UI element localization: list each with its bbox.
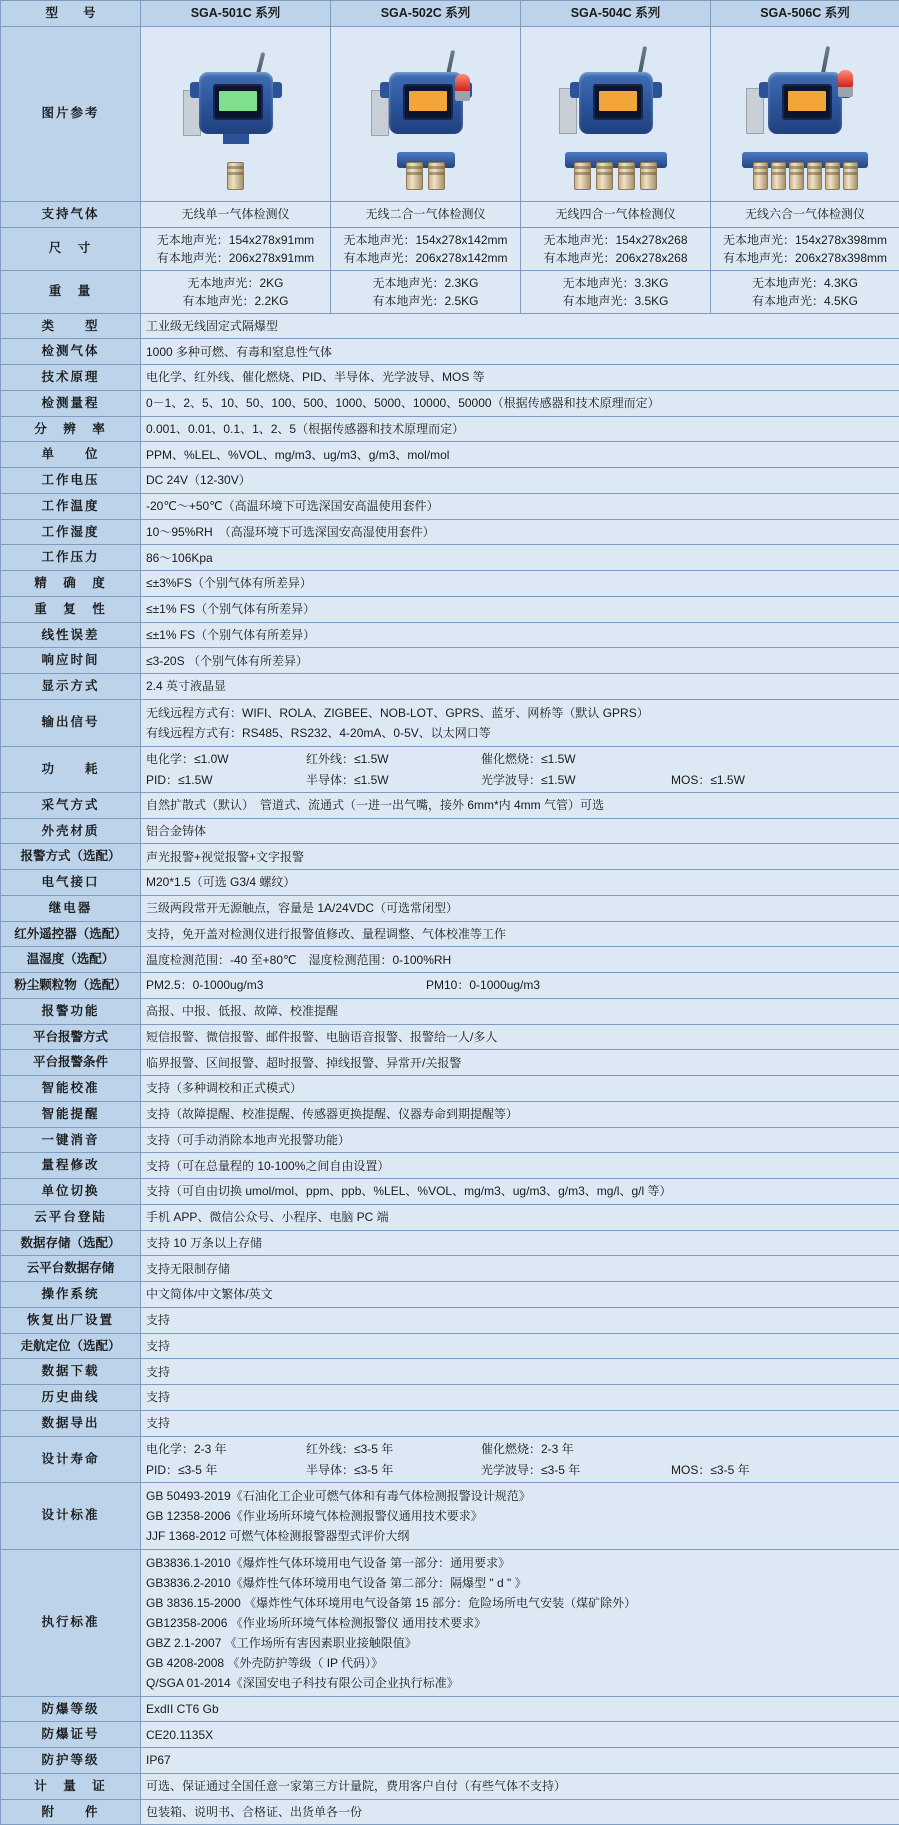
table-row-shell (1, 818, 899, 844)
row-label-resolution: 分 辨 率 (1, 416, 141, 442)
table-row-metrology (1, 1773, 899, 1799)
value-display: 2.4 英寸液晶显 (141, 674, 899, 700)
table-row-pressure (1, 545, 899, 571)
row-label-history: 历史曲线 (1, 1385, 141, 1411)
row-label-platform-cond: 平台报警条件 (1, 1050, 141, 1076)
design-std-line-1: GB 50493-2019《石油化工企业可燃气体和有毒气体检测报警设计规范》 (146, 1486, 894, 1506)
gas-support-4: 无线六合一气体检测仪 (711, 201, 899, 227)
gas-support-2: 无线二合一气体检测仪 (331, 201, 521, 227)
table-row-weight (1, 270, 899, 313)
row-label-lifetime: 设计寿命 (1, 1436, 141, 1482)
value-export: 支持 (141, 1410, 899, 1436)
value-range: 0－1、2、5、10、50、100、500、1000、5000、10000、50000（根据传感器和技术原理而定） (141, 390, 899, 416)
power-r2c4: MOS：≤1.5W (671, 771, 894, 789)
exec-std-line-6: GB 4208-2008 《外壳防护等级（ IP 代码）》 (146, 1653, 894, 1673)
table-row-exec-std (1, 1549, 899, 1696)
design-std-line-3: JJF 1368-2012 可燃气体检测报警器型式评价大纲 (146, 1526, 894, 1546)
table-row-voltage (1, 468, 899, 494)
value-principle: 电化学、红外线、催化燃烧、PID、半导体、光学波导、MOS 等 (141, 365, 899, 391)
row-label-shell: 外壳材质 (1, 818, 141, 844)
value-range-modify: 支持（可在总量程的 10-100%之间自由设置） (141, 1153, 899, 1179)
model-header-3: SGA-504C 系列 (521, 1, 711, 27)
value-platform-cond: 临界报警、区间报警、超时报警、掉线报警、异常开/关报警 (141, 1050, 899, 1076)
lifetime-r1c3: 催化燃烧：2-3 年 (481, 1440, 671, 1458)
table-row-mute (1, 1127, 899, 1153)
row-label-ip-grade: 防护等级 (1, 1748, 141, 1774)
value-ex-cert: CE20.1135X (141, 1722, 899, 1748)
row-label-repeatability: 重 复 性 (1, 596, 141, 622)
value-relay: 三级两段常开无源触点，容量是 1A/24VDC（可选常闭型） (141, 895, 899, 921)
value-metrology: 可选、保证通过全国任意一家第三方计量院，费用客户自付（有些气体不支持） (141, 1773, 899, 1799)
table-row-data-store (1, 1230, 899, 1256)
table-row-sampling (1, 792, 899, 818)
table-row-humidity (1, 519, 899, 545)
value-ex-grade: ExdII CT6 Gb (141, 1696, 899, 1722)
row-label-data-store: 数据存储（选配） (1, 1230, 141, 1256)
weight-2-line2: 有本地声光：2.5KG (336, 292, 515, 310)
size-4 (711, 227, 899, 270)
table-row-platform-alarm (1, 1024, 899, 1050)
table-row-os (1, 1282, 899, 1308)
power-r1c1: 电化学：≤1.0W (146, 750, 306, 768)
row-label-accessories: 附 件 (1, 1799, 141, 1825)
row-label-range-modify: 量程修改 (1, 1153, 141, 1179)
value-factory-reset: 支持 (141, 1307, 899, 1333)
row-label-pressure: 工作压力 (1, 545, 141, 571)
value-sampling: 自然扩散式（默认） 管道式、流通式（一进一出气嘴，接外 6mm*内 4mm 气管）可选 (141, 792, 899, 818)
dust-pm10: PM10：0-1000ug/m3 (426, 976, 894, 994)
size-3-line1: 无本地声光：154x278x268 (526, 231, 705, 249)
row-label-relay: 继电器 (1, 895, 141, 921)
model-header-2: SGA-502C 系列 (331, 1, 521, 27)
value-accuracy: ≤±3%FS（个别气体有所差异） (141, 571, 899, 597)
weight-4-line1: 无本地声光：4.3KG (716, 274, 894, 292)
table-row-lifetime (1, 1436, 899, 1482)
table-row-export (1, 1410, 899, 1436)
value-temperature: -20℃～+50℃（高温环境下可选深国安高温使用套件） (141, 493, 899, 519)
device-image-cell-1 (141, 26, 331, 201)
value-unit: PPM、%LEL、%VOL、mg/m3、ug/m3、g/m3、mol/mol (141, 442, 899, 468)
value-remote: 支持，免开盖对检测仪进行报警值修改、量程调整、气体校准等工作 (141, 921, 899, 947)
table-row-smart-cal (1, 1076, 899, 1102)
table-row-gas-support (1, 201, 899, 227)
lifetime-r2c1: PID：≤3-5 年 (146, 1461, 306, 1479)
power-r1c3: 催化燃烧：≤1.5W (481, 750, 671, 768)
weight-3-line2: 有本地声光：3.5KG (526, 292, 705, 310)
row-label-linear-error: 线性误差 (1, 622, 141, 648)
row-label-size: 尺 寸 (1, 227, 141, 270)
value-linear-error: ≤±1% FS（个别气体有所差异） (141, 622, 899, 648)
size-2-line1: 无本地声光：154x278x142mm (336, 231, 515, 249)
row-label-alarm-func: 报警功能 (1, 998, 141, 1024)
weight-1-line1: 无本地声光：2KG (146, 274, 325, 292)
row-label-display: 显示方式 (1, 674, 141, 700)
table-row-resolution (1, 416, 899, 442)
value-voltage: DC 24V（12-30V） (141, 468, 899, 494)
row-label-unit: 单 位 (1, 442, 141, 468)
row-label-ex-grade: 防爆等级 (1, 1696, 141, 1722)
table-row-platform-cond (1, 1050, 899, 1076)
value-power (141, 746, 899, 792)
gas-detector-quad-sensor-icon (541, 34, 691, 194)
value-repeatability: ≤±1% FS（个别气体有所差异） (141, 596, 899, 622)
row-label-exec-std: 执行标准 (1, 1549, 141, 1696)
weight-4-line2: 有本地声光：4.5KG (716, 292, 894, 310)
row-label-output: 输出信号 (1, 699, 141, 746)
row-label-alarm-mode: 报警方式（选配） (1, 844, 141, 870)
design-std-line-2: GB 12358-2006《作业场所环境气体检测报警仪通用技术要求》 (146, 1506, 894, 1526)
value-dust (141, 973, 899, 999)
size-4-line1: 无本地声光：154x278x398mm (716, 231, 894, 249)
row-label-voltage: 工作电压 (1, 468, 141, 494)
row-label-unit-switch: 单位切换 (1, 1179, 141, 1205)
table-row-size (1, 227, 899, 270)
lifetime-r2c3: 光学波导：≤3-5 年 (481, 1461, 671, 1479)
row-label-smart-remind: 智能提醒 (1, 1101, 141, 1127)
value-alarm-func: 高报、中报、低报、故障、校准提醒 (141, 998, 899, 1024)
value-lifetime (141, 1436, 899, 1482)
lifetime-r1c1: 电化学：2-3 年 (146, 1440, 306, 1458)
table-row-range-modify (1, 1153, 899, 1179)
exec-std-line-2: GB3836.2-2010《爆炸性气体环境用电气设备 第二部分：隔爆型 " d " 》 (146, 1573, 894, 1593)
value-electric-port: M20*1.5（可选 G3/4 螺纹） (141, 870, 899, 896)
table-row-cloud-login (1, 1204, 899, 1230)
table-row-unit-switch (1, 1179, 899, 1205)
gas-support-3: 无线四合一气体检测仪 (521, 201, 711, 227)
weight-2 (331, 270, 521, 313)
output-line-2: 有线远程方式有：RS485、RS232、4-20mA、0-5V、以太网口等 (146, 723, 894, 743)
table-row-temperature (1, 493, 899, 519)
row-label-temperature: 工作温度 (1, 493, 141, 519)
power-r2c3: 光学波导：≤1.5W (481, 771, 671, 789)
row-label-image: 图片参考 (1, 26, 141, 201)
exec-std-line-3: GB 3836.15-2000 《爆炸性气体环境用电气设备第 15 部分：危险场所电气安装（煤矿除外） (146, 1593, 894, 1613)
device-image-cell-3 (521, 26, 711, 201)
table-row-alarm-func (1, 998, 899, 1024)
row-label-gps: 走航定位（选配） (1, 1333, 141, 1359)
value-shell: 铝合金铸体 (141, 818, 899, 844)
weight-4 (711, 270, 899, 313)
row-label-humidity: 工作湿度 (1, 519, 141, 545)
model-header-4: SGA-506C 系列 (711, 1, 899, 27)
value-response: ≤3-20S （个别气体有所差异） (141, 648, 899, 674)
gas-detector-single-sensor-icon (161, 34, 311, 194)
row-label-mute: 一键消音 (1, 1127, 141, 1153)
table-row-model (1, 1, 899, 27)
row-label-gas-support: 支持气体 (1, 201, 141, 227)
device-image-cell-4 (711, 26, 899, 201)
value-os: 中文简体/中文繁体/英文 (141, 1282, 899, 1308)
row-label-sampling: 采气方式 (1, 792, 141, 818)
table-row-smart-remind (1, 1101, 899, 1127)
table-row-remote (1, 921, 899, 947)
table-row-alarm-mode (1, 844, 899, 870)
row-label-platform-alarm: 平台报警方式 (1, 1024, 141, 1050)
value-humidity: 10～95%RH （高湿环境下可选深国安高湿使用套件） (141, 519, 899, 545)
gas-detector-dual-sensor-icon (351, 34, 501, 194)
value-detect-gas: 1000 多种可燃、有毒和窒息性气体 (141, 339, 899, 365)
table-row-repeatability (1, 596, 899, 622)
size-2 (331, 227, 521, 270)
table-row-ex-cert (1, 1722, 899, 1748)
gas-detector-six-sensor-icon (730, 34, 880, 194)
table-row-display (1, 674, 899, 700)
table-row-linear-error (1, 622, 899, 648)
weight-2-line1: 无本地声光：2.3KG (336, 274, 515, 292)
row-label-download: 数据下载 (1, 1359, 141, 1385)
table-row-history (1, 1385, 899, 1411)
row-label-factory-reset: 恢复出厂设置 (1, 1307, 141, 1333)
device-image-cell-2 (331, 26, 521, 201)
table-row-design-std (1, 1482, 899, 1549)
row-label-type: 类 型 (1, 313, 141, 339)
table-row-relay (1, 895, 899, 921)
table-row-output (1, 699, 899, 746)
table-row-download (1, 1359, 899, 1385)
row-label-smart-cal: 智能校准 (1, 1076, 141, 1102)
table-row-gps (1, 1333, 899, 1359)
row-label-design-std: 设计标准 (1, 1482, 141, 1549)
value-download: 支持 (141, 1359, 899, 1385)
exec-std-line-1: GB3836.1-2010《爆炸性气体环境用电气设备 第一部分：通用要求》 (146, 1553, 894, 1573)
value-exec-std (141, 1549, 899, 1696)
exec-std-line-7: Q/SGA 01-2014《深国安电子科技有限公司企业执行标准》 (146, 1673, 894, 1693)
row-label-ex-cert: 防爆证号 (1, 1722, 141, 1748)
value-alarm-mode: 声光报警+视觉报警+文字报警 (141, 844, 899, 870)
table-row-detect-gas (1, 339, 899, 365)
weight-3 (521, 270, 711, 313)
row-label-remote: 红外遥控器（选配） (1, 921, 141, 947)
table-row-electric-port (1, 870, 899, 896)
table-row-power (1, 746, 899, 792)
row-label-cloud-store: 云平台数据存储 (1, 1256, 141, 1282)
row-label-export: 数据导出 (1, 1410, 141, 1436)
row-label-cloud-login: 云平台登陆 (1, 1204, 141, 1230)
value-data-store: 支持 10 万条以上存储 (141, 1230, 899, 1256)
value-cloud-login: 手机 APP、微信公众号、小程序、电脑 PC 端 (141, 1204, 899, 1230)
row-label-metrology: 计 量 证 (1, 1773, 141, 1799)
value-type: 工业级无线固定式隔爆型 (141, 313, 899, 339)
size-1 (141, 227, 331, 270)
table-row-ip-grade (1, 1748, 899, 1774)
weight-1 (141, 270, 331, 313)
size-4-line2: 有本地声光：206x278x398mm (716, 249, 894, 267)
value-accessories: 包装箱、说明书、合格证、出货单各一份 (141, 1799, 899, 1825)
row-label-dust: 粉尘颗粒物（选配） (1, 973, 141, 999)
table-row-ex-grade (1, 1696, 899, 1722)
value-ip-grade: IP67 (141, 1748, 899, 1774)
lifetime-r2c2: 半导体：≤3-5 年 (306, 1461, 481, 1479)
output-line-1: 无线远程方式有：WIFI、ROLA、ZIGBEE、NOB-LOT、GPRS、蓝牙、网桥等（默认 GPRS） (146, 703, 894, 723)
value-cloud-store: 支持无限制存储 (141, 1256, 899, 1282)
table-row-accuracy (1, 571, 899, 597)
value-gps: 支持 (141, 1333, 899, 1359)
size-1-line2: 有本地声光：206x278x91mm (146, 249, 325, 267)
table-row-unit (1, 442, 899, 468)
dust-pm25: PM2.5：0-1000ug/m3 (146, 976, 426, 994)
table-row-factory-reset (1, 1307, 899, 1333)
weight-3-line1: 无本地声光：3.3KG (526, 274, 705, 292)
row-label-detect-gas: 检测气体 (1, 339, 141, 365)
size-3-line2: 有本地声光：206x278x268 (526, 249, 705, 267)
size-1-line1: 无本地声光：154x278x91mm (146, 231, 325, 249)
value-mute: 支持（可手动消除本地声光报警功能） (141, 1127, 899, 1153)
power-r2c2: 半导体：≤1.5W (306, 771, 481, 789)
row-label-response: 响应时间 (1, 648, 141, 674)
exec-std-line-4: GB12358-2006 《作业场所环境气体检测报警仪 通用技术要求》 (146, 1613, 894, 1633)
value-smart-cal: 支持（多种调校和正式模式） (141, 1076, 899, 1102)
row-label-weight: 重 量 (1, 270, 141, 313)
row-label-model: 型 号 (1, 1, 141, 27)
row-label-electric-port: 电气接口 (1, 870, 141, 896)
table-row-dust (1, 973, 899, 999)
value-resolution: 0.001、0.01、0.1、1、2、5（根据传感器和技术原理而定） (141, 416, 899, 442)
gas-support-1: 无线单一气体检测仪 (141, 201, 331, 227)
exec-std-line-5: GBZ 2.1-2007 《工作场所有害因素职业接触限值》 (146, 1633, 894, 1653)
row-label-power: 功 耗 (1, 746, 141, 792)
value-smart-remind: 支持（故障提醒、校准提醒、传感器更换提醒、仪器寿命到期提醒等） (141, 1101, 899, 1127)
table-row-principle (1, 365, 899, 391)
row-label-range: 检测量程 (1, 390, 141, 416)
table-row-range (1, 390, 899, 416)
row-label-temp-humi: 温湿度（选配） (1, 947, 141, 973)
power-r1c2: 红外线：≤1.5W (306, 750, 481, 768)
row-label-principle: 技术原理 (1, 365, 141, 391)
power-r2c1: PID：≤1.5W (146, 771, 306, 789)
lifetime-r2c4: MOS：≤3-5 年 (671, 1461, 894, 1479)
table-row-response (1, 648, 899, 674)
value-history: 支持 (141, 1385, 899, 1411)
size-3 (521, 227, 711, 270)
value-unit-switch: 支持（可自由切换 umol/mol、ppm、ppb、%LEL、%VOL、mg/m3、ug/m3、g/m3、mg/l、g/l 等） (141, 1179, 899, 1205)
value-platform-alarm: 短信报警、微信报警、邮件报警、电脑语音报警、报警给一人/多人 (141, 1024, 899, 1050)
row-label-os: 操作系统 (1, 1282, 141, 1308)
power-r1c4 (671, 750, 894, 768)
value-design-std (141, 1482, 899, 1549)
table-row-accessories (1, 1799, 899, 1825)
model-header-1: SGA-501C 系列 (141, 1, 331, 27)
lifetime-r1c4 (671, 1440, 894, 1458)
value-temp-humi: 温度检测范围：-40 至+80℃ 湿度检测范围：0-100%RH (141, 947, 899, 973)
value-pressure: 86～106Kpa (141, 545, 899, 571)
weight-1-line2: 有本地声光：2.2KG (146, 292, 325, 310)
value-output (141, 699, 899, 746)
row-label-accuracy: 精 确 度 (1, 571, 141, 597)
table-row-cloud-store (1, 1256, 899, 1282)
lifetime-r1c2: 红外线：≤3-5 年 (306, 1440, 481, 1458)
table-row-type (1, 313, 899, 339)
size-2-line2: 有本地声光：206x278x142mm (336, 249, 515, 267)
table-row-image (1, 26, 899, 201)
table-row-temp-humi (1, 947, 899, 973)
